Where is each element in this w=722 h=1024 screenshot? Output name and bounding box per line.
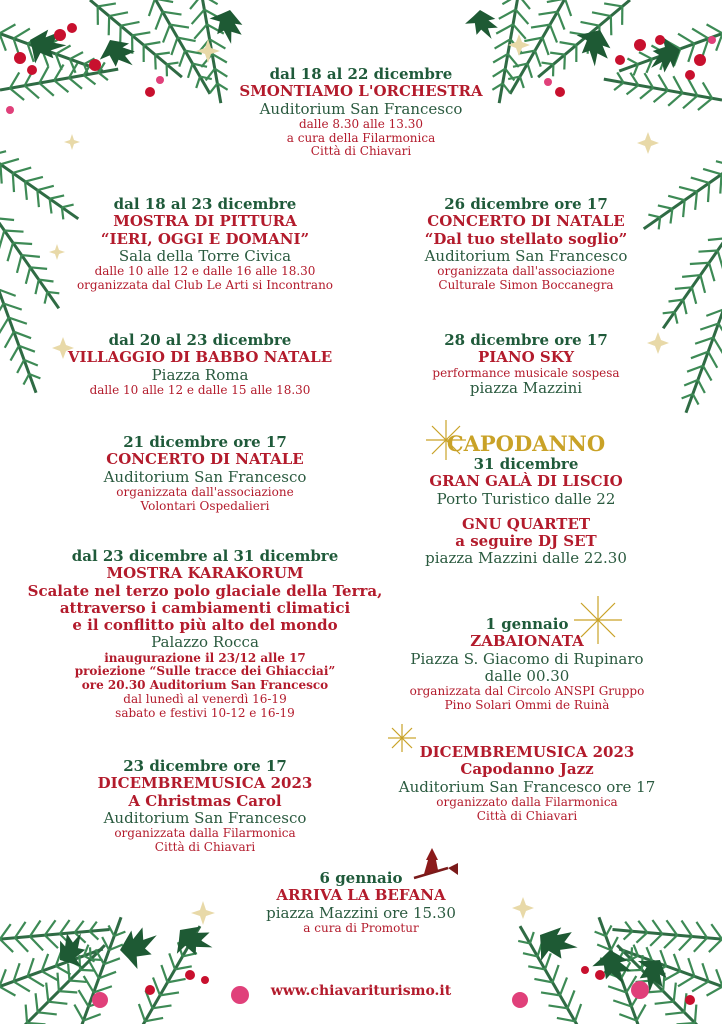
event-smontiamo-orchestra [231, 66, 491, 159]
event-subtitle: “IERI, OGGI E DOMANI” [100, 229, 310, 248]
event-time: dalle 10 alle 12 e dalle 15 alle 18.30 [89, 382, 311, 397]
event-info: inaugurazione il 23/12 alle 17 [104, 650, 306, 665]
event-date: dal 20 al 23 dicembre [108, 331, 292, 349]
event-christmas-carol [60, 758, 350, 855]
event-title: MOSTRA KARAKORUM [106, 564, 304, 583]
event-title: ARRIVA LA BEFANA [276, 886, 446, 905]
event-organizer: a cura della Filarmonica [286, 130, 436, 145]
event-organizer: Volontari Ospedalieri [140, 498, 270, 513]
event-venue: piazza Mazzini ore 15.30 [266, 903, 456, 922]
event-organizer: organizzato dalla Filarmonica [436, 794, 618, 809]
event-time: dalle 00.30 [484, 666, 570, 685]
event-mostra-karakorum [20, 548, 390, 720]
website-link[interactable]: www.chiavariturismo.it [270, 983, 452, 999]
event-info: ore 20.30 Auditorium San Francesco [81, 678, 329, 693]
event-date: 6 gennaio [319, 869, 403, 887]
event-capodanno [396, 432, 656, 568]
event-organizer: Pino Solari Ommi de Ruinà [444, 697, 610, 712]
event-venue: Porto Turistico dalle 22 [436, 489, 616, 508]
event-date: 21 dicembre ore 17 [123, 433, 287, 451]
event-organizer: Culturale Simon Boccanegra [438, 277, 614, 292]
event-date: dal 23 dicembre al 31 dicembre [71, 547, 339, 565]
event-title: GNU QUARTET [461, 514, 591, 533]
event-organizer: organizzata dal Club Le Arti si Incontrano [76, 277, 334, 292]
event-befana [231, 870, 491, 936]
event-date: 31 dicembre [473, 455, 579, 474]
event-villaggio-babbo-natale [50, 332, 350, 398]
event-description: performance musicale sospesa [432, 365, 620, 380]
event-title: MOSTRA DI PITTURA [113, 212, 297, 231]
event-venue: Sala della Torre Civica [118, 246, 292, 265]
holly-leaf-icon [52, 920, 218, 972]
event-organizer: organizzata dalla Filarmonica [114, 826, 296, 840]
event-date: 28 dicembre ore 17 [444, 331, 608, 349]
event-zabaionata [386, 616, 668, 713]
capodanno-heading: CAPODANNO [446, 431, 606, 456]
event-capodanno-jazz [380, 744, 674, 823]
event-organizer: organizzata dall'associazione [437, 264, 615, 278]
event-date: dal 18 al 23 dicembre [113, 195, 297, 213]
event-piano-sky [396, 332, 656, 398]
event-title: DICEMBREMUSICA 2023 [419, 743, 635, 761]
event-subtitle: A Christmas Carol [128, 791, 282, 810]
event-concerto-21 [60, 434, 350, 513]
event-venue: Auditorium San Francesco ore 17 [398, 777, 656, 796]
event-time: dal lunedì al venerdì 16-19 [123, 691, 287, 706]
pine-branch-icon [0, 912, 213, 1024]
event-venue: Palazzo Rocca [151, 633, 259, 652]
event-title: GRAN GALÀ DI LISCIO [429, 472, 623, 491]
event-time: dalle 8.30 alle 13.30 [298, 116, 424, 131]
event-venue: Auditorium San Francesco [259, 99, 463, 118]
event-organizer: Città di Chiavari [154, 839, 256, 854]
event-organizer: organizzata dall'associazione [116, 484, 294, 499]
holly-leaf-icon [463, 6, 686, 79]
event-time: dalle 10 alle 12 e dalle 16 alle 18.30 [94, 264, 316, 278]
event-date: 23 dicembre ore 17 [123, 757, 287, 775]
event-description: e il conflitto più alto del mondo [72, 616, 338, 634]
event-organizer: a cura di Promotur [303, 920, 419, 935]
event-title: ZABAIONATA [470, 632, 584, 651]
event-time: sabato e festivi 10-12 e 16-19 [115, 705, 295, 720]
event-mostra-pittura [40, 196, 370, 293]
event-subtitle: a seguire DJ SET [455, 532, 597, 551]
event-organizer: Città di Chiavari [310, 144, 412, 159]
event-organizer: organizzata dal Circolo ANSPI Gruppo [409, 684, 645, 698]
event-venue: Piazza S. Giacomo di Rupinaro [410, 649, 644, 668]
event-title: PIANO SKY [477, 348, 575, 367]
event-date: 1 gennaio [485, 615, 569, 633]
event-venue: piazza Mazzini dalle 22.30 [425, 549, 627, 568]
event-description: attraverso i cambiamenti climatici [59, 598, 351, 617]
event-organizer: Città di Chiavari [476, 808, 578, 823]
event-info: proiezione “Sulle tracce dei Ghiacciai” [74, 664, 336, 679]
event-title: DICEMBREMUSICA 2023 [97, 774, 313, 793]
event-title: CONCERTO DI NATALE [106, 450, 304, 469]
event-subtitle: Capodanno Jazz [460, 760, 594, 779]
event-date: dal 18 al 22 dicembre [269, 65, 453, 83]
event-venue: piazza Mazzini [469, 379, 583, 398]
event-title: VILLAGGIO DI BABBO NATALE [67, 348, 333, 367]
event-venue: Auditorium San Francesco [424, 246, 628, 265]
event-title: SMONTIAMO L'ORCHESTRA [239, 82, 483, 101]
event-date: 26 dicembre ore 17 [444, 195, 608, 213]
event-subtitle: “Dal tuo stellato soglio” [424, 229, 628, 248]
event-concerto-26 [390, 196, 662, 293]
event-title: CONCERTO DI NATALE [427, 212, 625, 231]
event-venue: Auditorium San Francesco [103, 467, 307, 486]
event-venue: Piazza Roma [151, 365, 249, 384]
event-description: Scalate nel terzo polo glaciale della Terra, [27, 581, 383, 600]
event-venue: Auditorium San Francesco [103, 808, 307, 827]
